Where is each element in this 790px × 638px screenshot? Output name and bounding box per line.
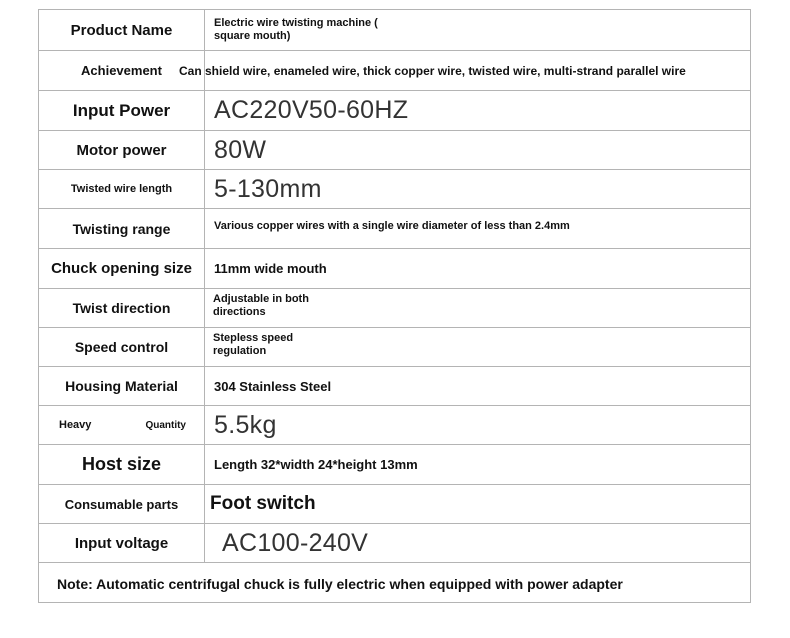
- row-label: [39, 406, 205, 444]
- table-row: [39, 367, 750, 406]
- table-row: [39, 406, 750, 445]
- table-row: [39, 485, 750, 524]
- row-label: Host size: [39, 445, 205, 484]
- table-row: [39, 249, 750, 289]
- row-value: Can shield wire, enameled wire, thick copper wire, twisted wire, multi-strand parallel wire: [179, 63, 686, 78]
- row-label: Twisted wire length: [39, 170, 205, 208]
- row-label: Twisting range: [39, 209, 205, 248]
- row-label: Achievement: [39, 51, 205, 90]
- row-value: 304 Stainless Steel: [214, 378, 332, 394]
- row-value: Electric wire twisting machine ( square mouth): [214, 17, 378, 42]
- note-text: Note: Automatic centrifugal chuck is fully electric when equipped with power adapter: [57, 575, 623, 592]
- row-label: Speed control: [39, 328, 205, 366]
- row-value: 5-130mm: [214, 174, 322, 203]
- table-row: [39, 289, 750, 328]
- table-row: [39, 524, 750, 563]
- row-value: Stepless speed regulation: [213, 332, 294, 357]
- table-row: [39, 209, 750, 249]
- row-label-part: Quantity: [145, 419, 186, 431]
- table-row: [39, 91, 750, 131]
- table-row: [39, 131, 750, 170]
- row-value: AC220V50-60HZ: [214, 96, 409, 124]
- row-label: Housing Material: [39, 367, 205, 405]
- spec-table: [38, 9, 751, 603]
- row-label: Twist direction: [39, 289, 205, 327]
- table-row: [39, 445, 750, 485]
- row-value: Foot switch: [210, 493, 316, 514]
- table-row: [39, 10, 750, 51]
- row-value: 80W: [214, 135, 267, 164]
- row-label-part: Heavy: [59, 419, 92, 431]
- row-label: Chuck opening size: [39, 249, 205, 288]
- row-label: Input Power: [39, 91, 205, 130]
- row-value: 11mm wide mouth: [214, 261, 327, 276]
- row-value: Various copper wires with a single wire diameter of less than 2.4mm: [214, 219, 570, 232]
- row-label: Product Name: [39, 10, 205, 50]
- table-row: [39, 170, 750, 209]
- row-value: Length 32*width 24*height 13mm: [214, 457, 418, 472]
- row-label: Consumable parts: [39, 485, 205, 523]
- row-value: 5.5kg: [214, 410, 277, 439]
- row-value: AC100-240V: [222, 528, 369, 557]
- table-row: [39, 328, 750, 367]
- row-label: Motor power: [39, 131, 205, 169]
- table-row: [39, 51, 750, 91]
- row-label: Input voltage: [39, 524, 205, 562]
- table-row: [39, 563, 750, 604]
- row-value: Adjustable in both directions: [213, 293, 309, 318]
